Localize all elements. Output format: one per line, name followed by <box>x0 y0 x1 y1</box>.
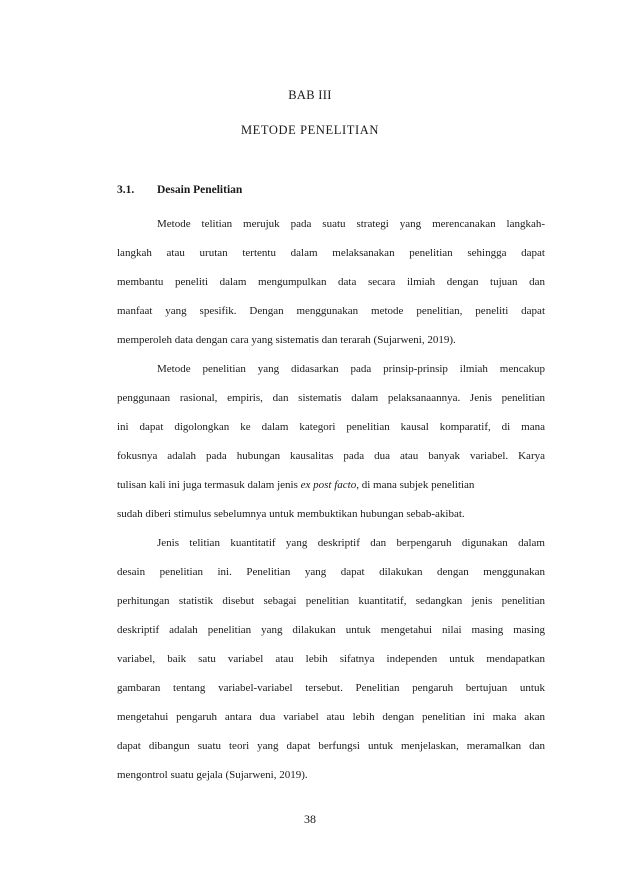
paragraph-1-line: Metode telitian merujuk pada suatu strategi yang merencanakan langkah- <box>157 218 545 230</box>
paragraph-3-line: desain penelitian ini. Penelitian yang dapat dilakukan dengan menggunakan <box>117 566 545 578</box>
chapter-title: METODE PENELITIAN <box>240 123 380 137</box>
paragraph-3-line: deskriptif adalah penelitian yang dilakukan untuk mengetahui nilai masing masing <box>117 624 545 636</box>
paragraph-2-line: fokusnya adalah pada hubungan kausalitas pada dua atau banyak variabel. Karya <box>117 450 545 462</box>
paragraph-2-line: sudah diberi stimulus sebelumnya untuk membuktikan hubungan sebab-akibat. <box>117 508 465 520</box>
chapter-heading: BAB III <box>288 88 332 102</box>
paragraph-2-line: Metode penelitian yang didasarkan pada prinsip-prinsip ilmiah mencakup <box>157 363 545 375</box>
paragraph-2-line: ini dapat digolongkan ke dalam kategori penelitian kausal komparatif, di mana <box>117 421 545 433</box>
page-number: 38 <box>304 812 316 826</box>
paragraph-3-line: dapat dibangun suatu teori yang dapat berfungsi untuk menjelaskan, meramalkan dan <box>117 740 545 752</box>
paragraph-3-line: gambaran tentang variabel-variabel tersebut. Penelitian pengaruh bertujuan untuk <box>117 682 545 694</box>
paragraph-1-line: manfaat yang spesifik. Dengan menggunakan metode penelitian, peneliti dapat <box>117 305 545 317</box>
paragraph-2-line: penggunaan rasional, empiris, dan sistematis dalam pelaksanaannya. Jenis penelitian <box>117 392 545 404</box>
italic-term: ex post facto <box>300 479 357 491</box>
section-title: Desain Penelitian <box>157 184 243 196</box>
paragraph-3-line: mengetahui pengaruh antara dua variabel atau lebih dengan penelitian ini maka akan <box>117 711 545 723</box>
paragraph-3-line: variabel, baik satu variabel atau lebih sifatnya independen untuk mendapatkan <box>117 653 545 665</box>
paragraph-3-line: mengontrol suatu gejala (Sujarweni, 2019). <box>117 769 308 781</box>
paragraph-1-line: memperoleh data dengan cara yang sistematis dan terarah (Sujarweni, 2019). <box>117 334 456 346</box>
text-run: , di mana subjek penelitian <box>356 479 475 491</box>
paragraph-1-line: langkah atau urutan tertentu dalam melaksanakan penelitian sehingga dapat <box>117 247 545 259</box>
text-run: tulisan kali ini juga termasuk dalam jenis <box>117 479 301 491</box>
paragraph-2-line <box>117 479 545 491</box>
section-heading <box>117 184 242 196</box>
paragraph-3-line: Jenis telitian kuantitatif yang deskriptif dan berpengaruh digunakan dalam <box>157 537 545 549</box>
section-number: 3.1. <box>117 184 135 196</box>
paragraph-1-line: membantu peneliti dalam mengumpulkan data secara ilmiah dengan tujuan dan <box>117 276 545 288</box>
paragraph-3-line: perhitungan statistik disebut sebagai penelitian kuantitatif, sedangkan jenis penelitian <box>117 595 545 607</box>
